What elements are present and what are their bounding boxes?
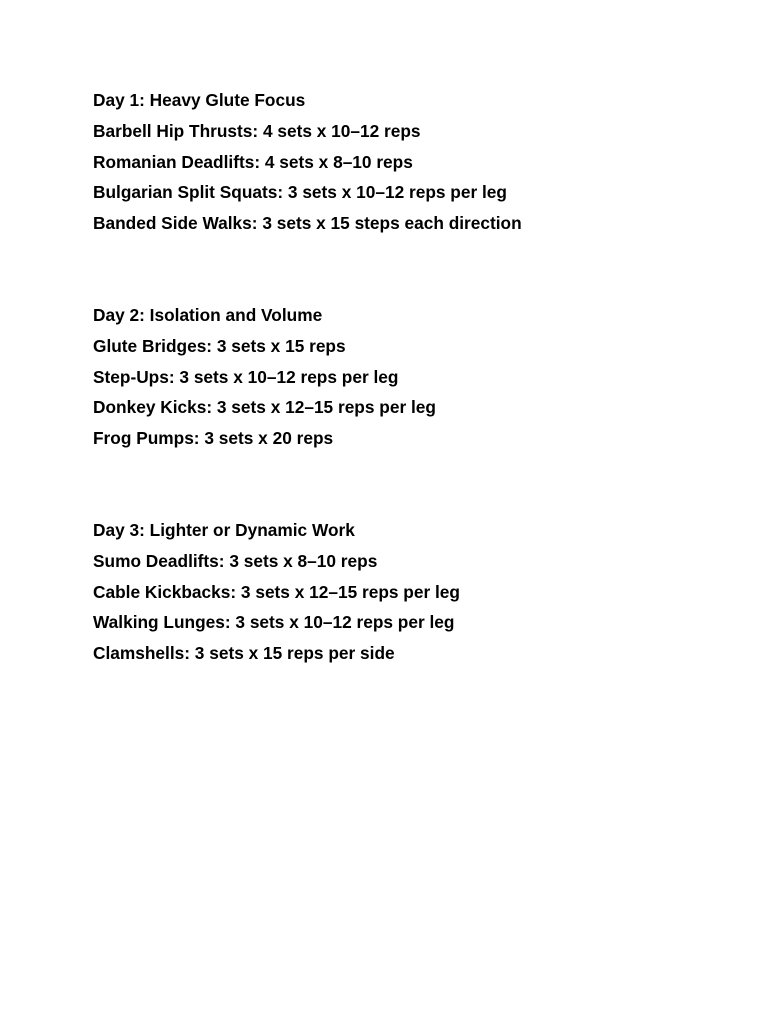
exercise-line: Walking Lunges: 3 sets x 10–12 reps per leg bbox=[93, 612, 455, 633]
document-body bbox=[93, 85, 713, 669]
exercise-line: Donkey Kicks: 3 sets x 12–15 reps per leg bbox=[93, 397, 436, 418]
exercise-line: Sumo Deadlifts: 3 sets x 8–10 reps bbox=[93, 550, 378, 571]
section-heading: Day 3: Lighter or Dynamic Work bbox=[93, 519, 355, 540]
exercise-line: Barbell Hip Thrusts: 4 sets x 10–12 reps bbox=[93, 120, 421, 141]
day-2-section bbox=[93, 300, 713, 454]
exercise-line: Frog Pumps: 3 sets x 20 reps bbox=[93, 428, 334, 449]
exercise-line: Romanian Deadlifts: 4 sets x 8–10 reps bbox=[93, 151, 413, 172]
section-heading: Day 1: Heavy Glute Focus bbox=[93, 90, 306, 110]
day-3-section bbox=[93, 515, 713, 669]
day-1-section bbox=[93, 85, 713, 239]
exercise-line: Step-Ups: 3 sets x 10–12 reps per leg bbox=[93, 366, 399, 387]
section-heading: Day 2: Isolation and Volume bbox=[93, 304, 323, 325]
exercise-line: Glute Bridges: 3 sets x 15 reps bbox=[93, 335, 346, 356]
exercise-line: Clamshells: 3 sets x 15 reps per side bbox=[93, 643, 395, 664]
exercise-line: Cable Kickbacks: 3 sets x 12–15 reps per leg bbox=[93, 581, 460, 602]
exercise-line: Banded Side Walks: 3 sets x 15 steps each direction bbox=[93, 213, 522, 234]
exercise-line: Bulgarian Split Squats: 3 sets x 10–12 reps per leg bbox=[93, 182, 507, 203]
